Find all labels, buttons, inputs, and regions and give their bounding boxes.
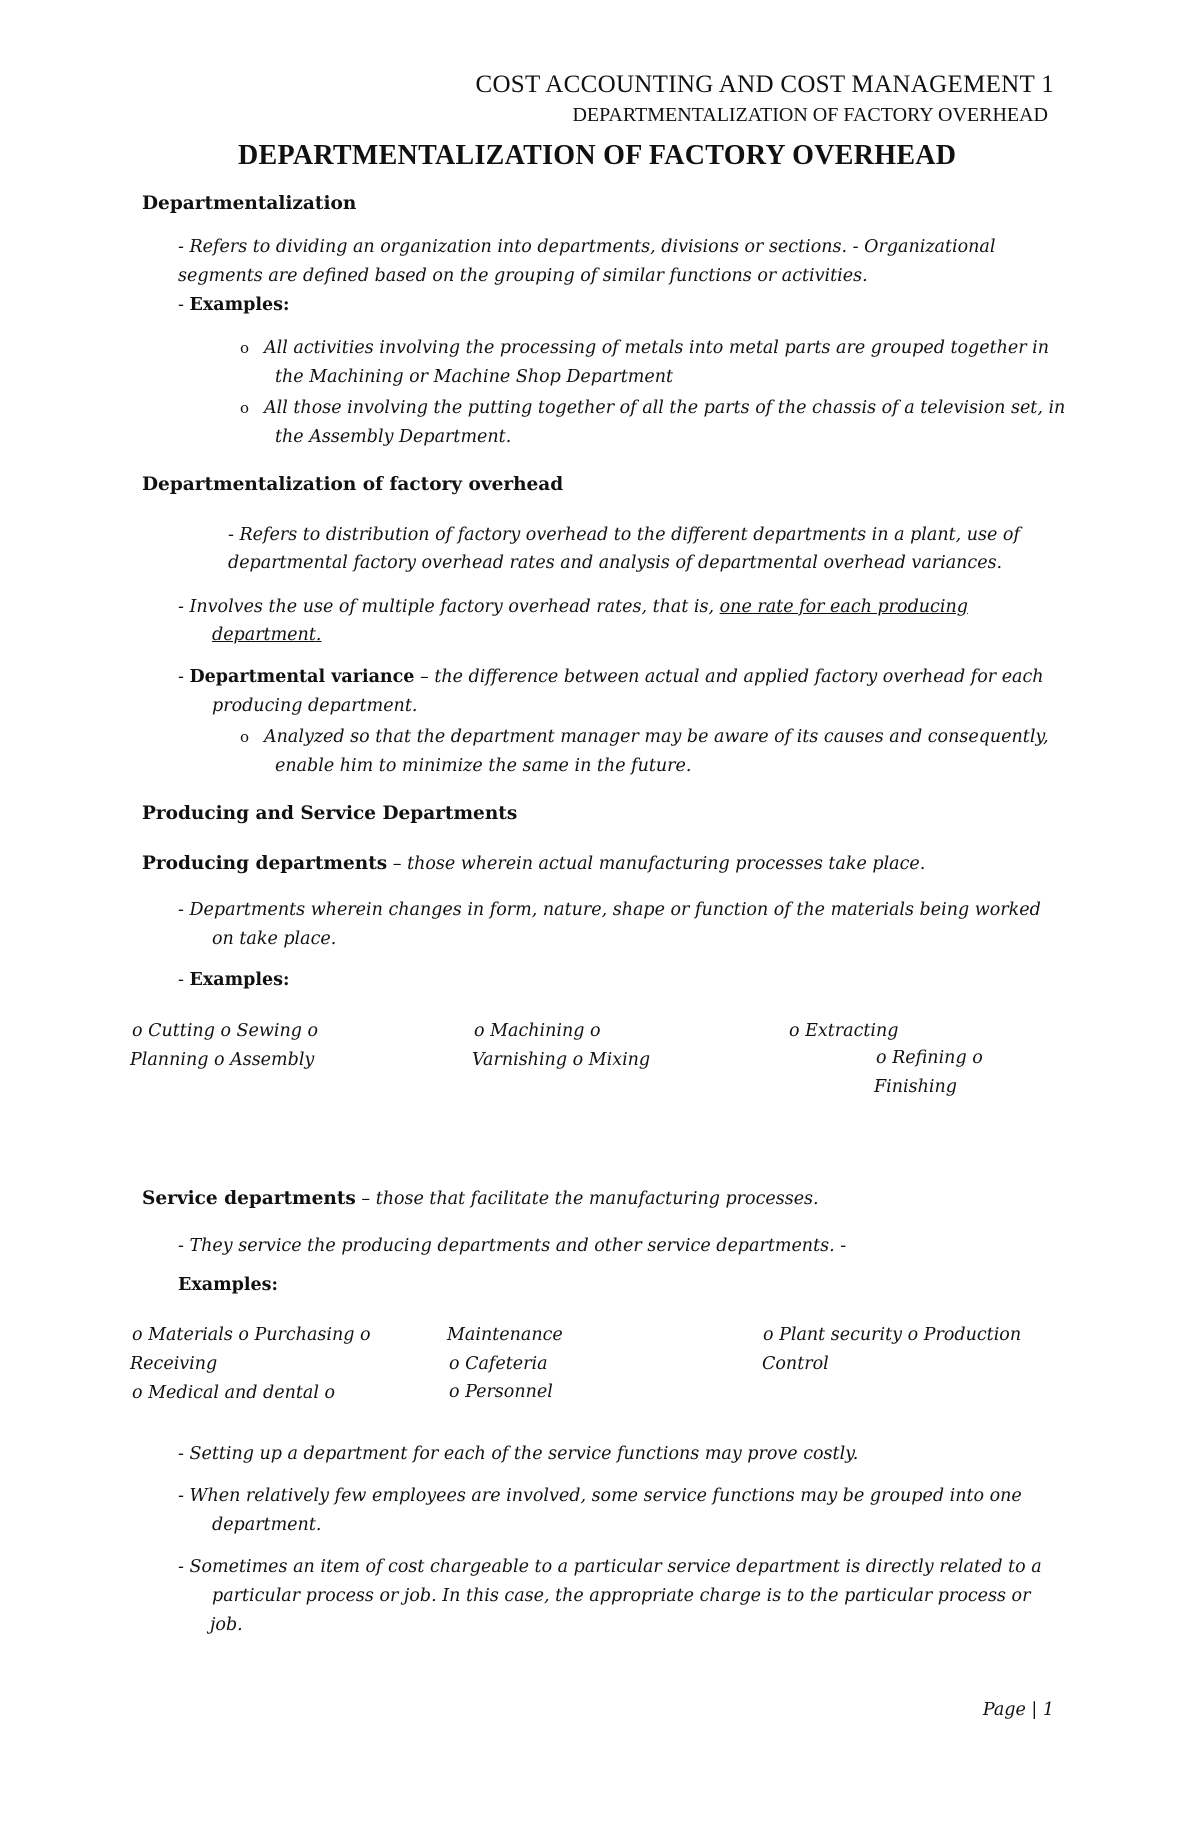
heading-producing-service: Producing and Service Departments: [142, 803, 518, 824]
s3-producing-term: Producing departments: [142, 853, 388, 874]
s4-p2: - Setting up a department for each of the service functions may prove costly.: [178, 1444, 859, 1464]
s3-examples-dash: -: [178, 970, 190, 990]
header-course: COST ACCOUNTING AND COST MANAGEMENT 1: [475, 71, 1054, 98]
s2-p3-term: Departmental variance: [189, 667, 415, 687]
heading-departmentalization-factory-overhead: Departmentalization of factory overhead: [142, 474, 564, 495]
s1-bullet2-line1: All those involving the putting together of all the parts of the chassis of a television set, in: [264, 398, 1066, 418]
s1-line2: segments are defined based on the grouping of similar functions or activities.: [178, 266, 868, 286]
s2-p2-underlined: one rate for each producing: [719, 597, 968, 617]
s4-p3-line1: - When relatively few employees are involved, some service functions may be grouped into one: [178, 1486, 1022, 1506]
s3-col3-line3: Finishing: [874, 1077, 957, 1097]
s1-examples: [178, 295, 289, 315]
s4-col2-line3: o Personnel: [449, 1382, 553, 1402]
s4-service-def: – those that facilitate the manufacturing processes.: [355, 1189, 819, 1209]
s4-col1-line3: o Medical and dental o: [132, 1383, 336, 1403]
s2-p2-line1: [178, 597, 968, 617]
s1-examples-label: Examples:: [189, 295, 290, 315]
s3-p1-line2: on take place.: [212, 929, 337, 949]
s4-p4-line2: particular process or job. In this case, the appropriate charge is to the particular process or: [212, 1586, 1031, 1606]
s4-service: [142, 1188, 819, 1209]
s3-p1-line1: - Departments wherein changes in form, nature, shape or function of the materials being worked: [178, 900, 1041, 920]
s4-col2-line1: Maintenance: [447, 1325, 563, 1345]
s4-p3-line2: department.: [212, 1515, 322, 1535]
s1-bullet2-cont: the Assembly Department.: [275, 427, 512, 447]
s4-col1-line2: Receiving: [130, 1354, 218, 1374]
s4-col3-line1: o Plant security o Production: [763, 1325, 1022, 1345]
s4-service-term: Service departments: [142, 1188, 356, 1209]
page-title: DEPARTMENTALIZATION OF FACTORY OVERHEAD: [238, 140, 957, 171]
header-topic: DEPARTMENTALIZATION OF FACTORY OVERHEAD: [572, 104, 1048, 126]
s2-p3-dash: -: [178, 667, 190, 687]
s2-p1-line1: - Refers to distribution of factory overhead to the different departments in a plant, use of: [228, 525, 1020, 545]
s4-p4-line3: job.: [210, 1615, 243, 1635]
s4-col3-line2: Control: [762, 1354, 829, 1374]
s2-p2-text: - Involves the use of multiple factory overhead rates, that is,: [178, 597, 720, 617]
s4-examples-label: Examples:: [178, 1275, 278, 1295]
page-number: Page | 1: [982, 1700, 1054, 1720]
heading-departmentalization: Departmentalization: [142, 193, 357, 214]
s3-col2-line2: Varnishing o Mixing: [472, 1050, 651, 1070]
s2-p3-def: – the difference between actual and applied factory overhead for each: [414, 667, 1044, 687]
s3-producing: [142, 853, 925, 874]
bullet-icon: o: [240, 399, 250, 417]
bullet-icon: o: [240, 728, 250, 746]
s3-col3-line2: o Refining o: [876, 1048, 983, 1068]
s2-p2-line2: department.: [212, 625, 322, 645]
s2-p3-line1: [178, 667, 1044, 687]
s3-examples: [178, 970, 289, 990]
s1-examples-dash: -: [178, 295, 190, 315]
s3-examples-label: Examples:: [189, 970, 290, 990]
s3-col1-line1: o Cutting o Sewing o: [132, 1021, 319, 1041]
s3-col2-line1: o Machining o: [474, 1021, 601, 1041]
s2-bullet-line1: Analyzed so that the department manager may be aware of its causes and consequently,: [264, 727, 1049, 747]
s2-bullet: [240, 727, 1049, 747]
s1-bullet1-cont: the Machining or Machine Shop Department: [275, 367, 674, 387]
s4-p1: - They service the producing departments and other service departments. -: [178, 1236, 847, 1256]
s1-bullet1: [240, 338, 1049, 358]
s4-col1-line1: o Materials o Purchasing o: [132, 1325, 371, 1345]
s1-line1: - Refers to dividing an organization into departments, divisions or sections. - Organizational: [178, 237, 996, 257]
s4-p4-line1: - Sometimes an item of cost chargeable to a particular service department is directly related to a: [178, 1557, 1042, 1577]
s4-col2-line2: o Cafeteria: [449, 1354, 548, 1374]
s3-col3-line1: o Extracting: [789, 1021, 899, 1041]
s1-bullet1-line1: All activities involving the processing of metals into metal parts are grouped together in: [264, 338, 1050, 358]
bullet-icon: o: [240, 339, 250, 357]
s2-bullet-line2: enable him to minimize the same in the future.: [275, 756, 692, 776]
s1-bullet2: [240, 398, 1065, 418]
s3-producing-def: – those wherein actual manufacturing processes take place.: [387, 854, 926, 874]
s2-p1-line2: departmental factory overhead rates and analysis of departmental overhead variances.: [228, 553, 1003, 573]
s2-p3-line2: producing department.: [212, 696, 418, 716]
s3-col1-line2: Planning o Assembly: [130, 1050, 315, 1070]
